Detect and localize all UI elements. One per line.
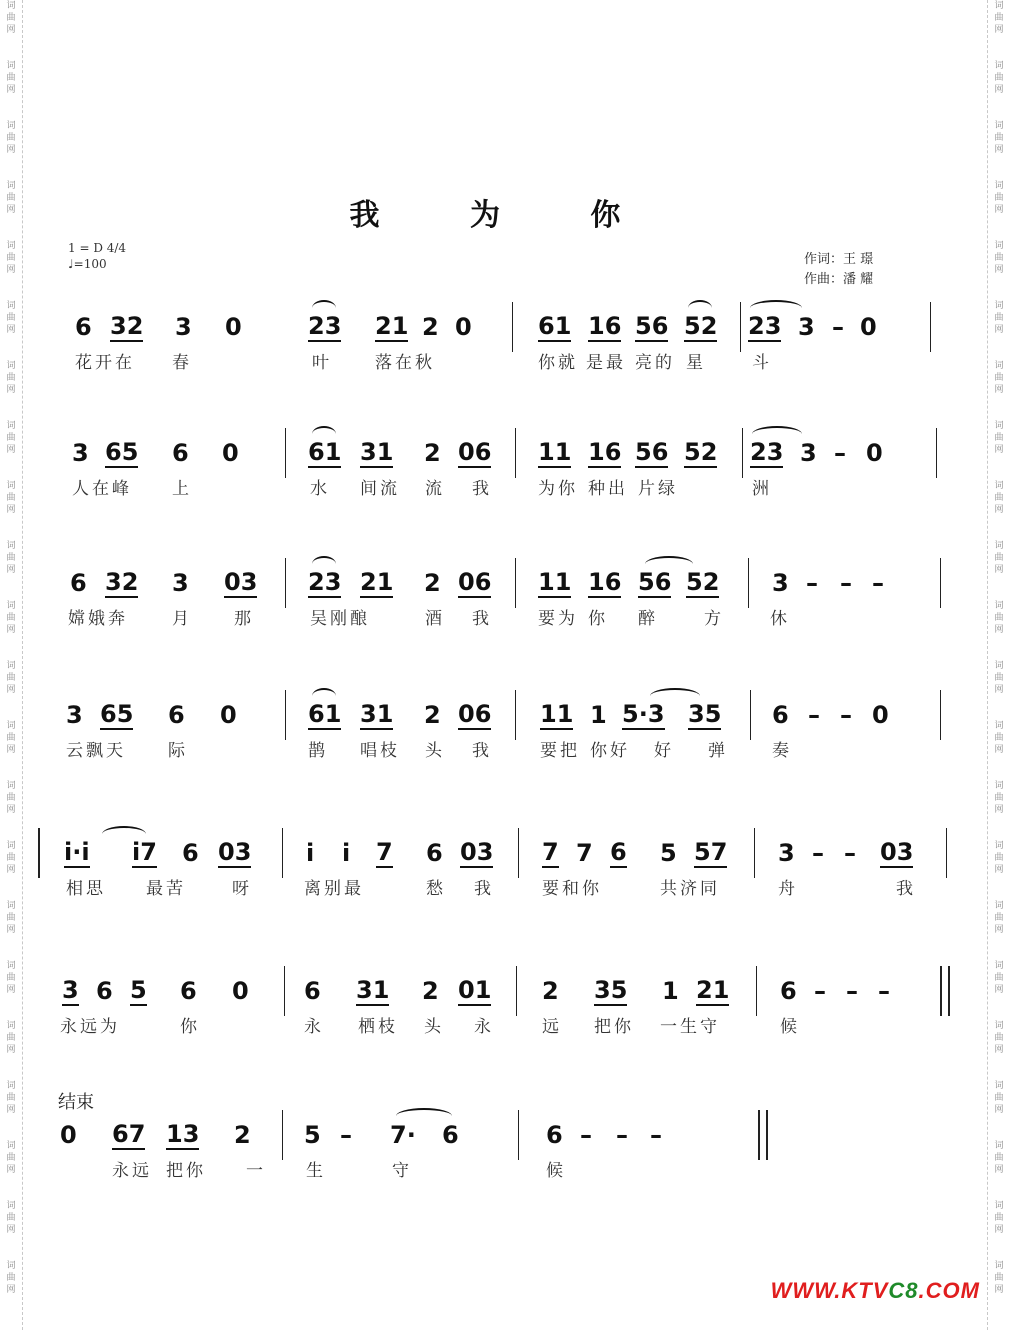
note: 1: [662, 977, 679, 1005]
note: 16: [588, 438, 622, 466]
note: –: [650, 1121, 662, 1149]
lyric: 守: [392, 1161, 412, 1181]
ending-label: 结束: [58, 1092, 94, 1113]
note: –: [878, 977, 890, 1005]
note: 2: [422, 313, 439, 341]
note: 0: [860, 313, 877, 341]
watermark-text: 词 曲 网: [994, 841, 1004, 875]
lyric: 唱枝: [360, 741, 400, 761]
note: 11: [540, 700, 574, 728]
watermark-text: 词 曲 网: [6, 601, 16, 635]
watermark-text: 词 曲 网: [6, 961, 16, 995]
final-barline: [758, 1110, 768, 1160]
lyric: 上: [172, 479, 192, 499]
lyric: 相思: [66, 879, 106, 899]
watermark-text: 词 曲 网: [6, 541, 16, 575]
note: 0: [232, 977, 249, 1005]
note: 7: [542, 838, 559, 866]
watermark-text: 词 曲 网: [994, 1141, 1004, 1175]
note: 6: [75, 313, 92, 341]
watermark-text: 词 曲 网: [994, 721, 1004, 755]
lyric: 鹊: [308, 741, 328, 761]
note: 03: [460, 838, 494, 866]
notes-row: [60, 976, 950, 1012]
note: 3: [72, 439, 89, 467]
watermark-text: 词 曲 网: [6, 1141, 16, 1175]
lyric: 是最: [586, 353, 626, 373]
lyric: 头: [424, 1017, 444, 1037]
song-title: 我 为 你: [349, 198, 661, 233]
tempo-marking: ♩=100: [68, 257, 107, 271]
lyric: 方: [704, 609, 724, 629]
watermark-text: 词 曲 网: [994, 661, 1004, 695]
lyric: 我: [474, 879, 494, 899]
lyrics-row: [60, 874, 950, 904]
lyric: 栖枝: [358, 1017, 398, 1037]
note: 0: [60, 1121, 77, 1149]
lyric: 永: [474, 1017, 494, 1037]
note: 16: [588, 568, 622, 596]
lyric: 片绿: [638, 479, 678, 499]
note: 6: [772, 701, 789, 729]
lyric: 间流: [360, 479, 400, 499]
lyric: 生: [306, 1161, 326, 1181]
note: 61: [538, 312, 572, 340]
notes-row: [60, 438, 950, 474]
lyric: 水: [310, 479, 330, 499]
barline: [515, 690, 516, 740]
note: 31: [360, 700, 394, 728]
note: 03: [218, 838, 252, 866]
barline: [518, 828, 519, 878]
barline: [284, 966, 285, 1016]
note: 3: [778, 839, 795, 867]
watermark-text: 词 曲 网: [6, 1201, 16, 1235]
lyric: 愁: [426, 879, 446, 899]
lyric: 弹: [708, 741, 728, 761]
note: 6: [304, 977, 321, 1005]
note: 23: [308, 312, 342, 340]
lyric: 月: [172, 609, 192, 629]
notes-row: [60, 1120, 950, 1156]
note: 52: [684, 438, 718, 466]
barline: [940, 558, 941, 608]
note: 67: [112, 1120, 146, 1148]
lyric: 酒: [425, 609, 445, 629]
lyric: 人在峰: [72, 479, 132, 499]
barline: [515, 428, 516, 478]
watermark-text: 词 曲 网: [6, 61, 16, 95]
watermark-text: 词 曲 网: [994, 121, 1004, 155]
watermark-text: 词 曲 网: [994, 181, 1004, 215]
note: 6: [442, 1121, 459, 1149]
note: 2: [234, 1121, 251, 1149]
note: –: [840, 701, 852, 729]
lyric: 吴刚酿: [310, 609, 370, 629]
note: –: [834, 439, 846, 467]
lyric: 云飘天: [66, 741, 126, 761]
lyric: 好: [654, 741, 674, 761]
note: 2: [424, 701, 441, 729]
note: –: [814, 977, 826, 1005]
note: 23: [308, 568, 342, 596]
watermark-text: 词 曲 网: [6, 241, 16, 275]
note: –: [840, 569, 852, 597]
note: 06: [458, 438, 492, 466]
watermark-text: 词 曲 网: [6, 421, 16, 455]
watermark-text: 词 曲 网: [6, 841, 16, 875]
watermark-text: 词 曲 网: [6, 301, 16, 335]
lyrics-row: [60, 736, 950, 766]
lyrics-row: [60, 348, 950, 378]
note: –: [616, 1121, 628, 1149]
lyric: 候: [546, 1161, 566, 1181]
barline: [936, 428, 937, 478]
site-url[interactable]: [771, 1278, 980, 1304]
watermark-text: 词 曲 网: [994, 421, 1004, 455]
note: 3: [798, 313, 815, 341]
watermark-text: 词 曲 网: [994, 1201, 1004, 1235]
watermark-text: 词 曲 网: [6, 901, 16, 935]
note: 3: [62, 976, 79, 1004]
note: 6: [426, 839, 443, 867]
notes-row: [60, 568, 950, 604]
lyric: 要把: [540, 741, 580, 761]
note: 3: [800, 439, 817, 467]
note: 35: [594, 976, 628, 1004]
barline: [285, 690, 286, 740]
watermark-text: 词 曲 网: [6, 361, 16, 395]
lyric: 我: [472, 609, 492, 629]
note: 5: [130, 976, 147, 1004]
lyric: 你: [180, 1017, 200, 1037]
watermark-text: 词 曲 网: [994, 301, 1004, 335]
note: 13: [166, 1120, 200, 1148]
lyric: 醉: [638, 609, 658, 629]
lyric: 洲: [752, 479, 772, 499]
note: 21: [375, 312, 409, 340]
repeat-start-barline: [38, 828, 48, 878]
watermark-text: 词 曲 网: [6, 181, 16, 215]
barline: [516, 966, 517, 1016]
lyric: 你就: [538, 353, 578, 373]
watermark-text: 词 曲 网: [994, 1081, 1004, 1115]
lyric: 嫦娥奔: [68, 609, 128, 629]
watermark-text: 词 曲 网: [994, 541, 1004, 575]
lyric: 永远: [112, 1161, 152, 1181]
note: 6: [168, 701, 185, 729]
site-url-part: WWW.KTV: [770, 1278, 889, 1303]
watermark-text: 词 曲 网: [6, 481, 16, 515]
note: 32: [110, 312, 144, 340]
watermark-text: 词 曲 网: [994, 1, 1004, 35]
lyric: 永: [304, 1017, 324, 1037]
note: 0: [872, 701, 889, 729]
watermark-text: 词 曲 网: [6, 1261, 16, 1295]
barline: [940, 690, 941, 740]
note: 01: [458, 976, 492, 1004]
notes-row: [60, 838, 950, 874]
note: 5: [660, 839, 677, 867]
note: 35: [688, 700, 722, 728]
barline: [750, 690, 751, 740]
note: 32: [105, 568, 139, 596]
note: 1: [590, 701, 607, 729]
barline: [515, 558, 516, 608]
note: 06: [458, 568, 492, 596]
note: 21: [696, 976, 730, 1004]
note: 3: [66, 701, 83, 729]
lyric: 亮的: [635, 353, 675, 373]
note: 2: [424, 569, 441, 597]
note: 3: [172, 569, 189, 597]
note: 0: [866, 439, 883, 467]
barline: [946, 828, 947, 878]
note: 57: [694, 838, 728, 866]
note: –: [340, 1121, 352, 1149]
watermark-text: 词 曲 网: [994, 361, 1004, 395]
watermark-text: 词 曲 网: [994, 781, 1004, 815]
note: 7: [576, 839, 593, 867]
note: 23: [748, 312, 782, 340]
watermark-text: 词 曲 网: [994, 1261, 1004, 1295]
site-url-part: C8: [888, 1278, 919, 1303]
composer-credit: 作曲：潘 耀: [804, 272, 874, 287]
note: 03: [224, 568, 258, 596]
note: 6: [546, 1121, 563, 1149]
watermark-text: 词 曲 网: [994, 481, 1004, 515]
lyric: 落在秋: [375, 353, 435, 373]
watermark-text: 词 曲 网: [6, 721, 16, 755]
note: 65: [100, 700, 134, 728]
note: 0: [225, 313, 242, 341]
lyric: 要为: [538, 609, 578, 629]
lyric: 呀: [232, 879, 252, 899]
note: 6: [182, 839, 199, 867]
note: 6: [610, 838, 627, 866]
watermark-text: 词 曲 网: [994, 901, 1004, 935]
lyric: 离别最: [304, 879, 364, 899]
note: 56: [635, 438, 669, 466]
lyric: 我: [472, 741, 492, 761]
note: 2: [542, 977, 559, 1005]
note: –: [806, 569, 818, 597]
lyric: 叶: [312, 353, 332, 373]
watermark-text: 词 曲 网: [6, 1081, 16, 1115]
lyric: 要和你: [542, 879, 602, 899]
watermark-text: 词 曲 网: [6, 121, 16, 155]
lyric: 共济同: [660, 879, 720, 899]
note: 31: [360, 438, 394, 466]
note: 0: [455, 313, 472, 341]
lyric: 种出: [588, 479, 628, 499]
watermark-text: 词 曲 网: [994, 601, 1004, 635]
lyric: 我: [896, 879, 916, 899]
note: 61: [308, 438, 342, 466]
note: 16: [588, 312, 622, 340]
key-signature: [68, 240, 126, 272]
lyrics-row: [60, 1012, 950, 1042]
note: –: [872, 569, 884, 597]
barline: [512, 302, 513, 352]
note: 3: [175, 313, 192, 341]
watermark-text: 词 曲 网: [6, 1021, 16, 1055]
note: 6: [96, 977, 113, 1005]
lyric: 际: [168, 741, 188, 761]
note: 7: [376, 838, 393, 866]
note: 0: [220, 701, 237, 729]
barline: [282, 1110, 283, 1160]
lyric: 流: [425, 479, 445, 499]
note: 06: [458, 700, 492, 728]
watermark-text: 词 曲 网: [6, 661, 16, 695]
lyric: 那: [234, 609, 254, 629]
lyric: 把你: [166, 1161, 206, 1181]
barline: [748, 558, 749, 608]
key-and-meter: 1 = D 4/4: [68, 241, 127, 255]
lyricist-credit: 作词：王 璟: [804, 252, 874, 267]
lyric: 候: [780, 1017, 800, 1037]
note: 7·: [390, 1121, 416, 1149]
note: 6: [70, 569, 87, 597]
note: 61: [308, 700, 342, 728]
watermark-text: 词 曲 网: [994, 241, 1004, 275]
note: –: [832, 313, 844, 341]
barline: [282, 828, 283, 878]
note: i: [342, 839, 351, 867]
note: –: [846, 977, 858, 1005]
watermark-text: 词 曲 网: [994, 61, 1004, 95]
lyrics-row: [60, 1156, 950, 1186]
lyric: 为你: [538, 479, 578, 499]
note: 52: [684, 312, 718, 340]
note: 03: [880, 838, 914, 866]
lyric: 把你: [594, 1017, 634, 1037]
barline: [930, 302, 931, 352]
note: 5: [304, 1121, 321, 1149]
barline: [740, 302, 741, 352]
watermark-text: 词 曲 网: [6, 1, 16, 35]
notes-row: [60, 700, 950, 736]
watermark-text: 词 曲 网: [994, 1021, 1004, 1055]
note: –: [844, 839, 856, 867]
lyric: 头: [425, 741, 445, 761]
note: 21: [360, 568, 394, 596]
repeat-end-barline: [940, 966, 950, 1016]
lyrics-row: [60, 604, 950, 634]
lyric: 永远为: [60, 1017, 120, 1037]
note: 6: [180, 977, 197, 1005]
note: 31: [356, 976, 390, 1004]
barline: [742, 428, 743, 478]
notes-row: [60, 312, 950, 348]
note: 11: [538, 568, 572, 596]
note: 11: [538, 438, 572, 466]
note: 0: [222, 439, 239, 467]
barline: [285, 558, 286, 608]
barline: [754, 828, 755, 878]
lyric: 一: [246, 1161, 266, 1181]
lyric: 最苦: [146, 879, 186, 899]
watermark-text: 词 曲 网: [994, 961, 1004, 995]
note: 6: [780, 977, 797, 1005]
lyric: 春: [172, 353, 192, 373]
watermark-text: 词 曲 网: [6, 781, 16, 815]
barline: [756, 966, 757, 1016]
note: 6: [172, 439, 189, 467]
note: 56: [638, 568, 672, 596]
note: 3: [772, 569, 789, 597]
lyrics-row: [60, 474, 950, 504]
lyric: 舟: [778, 879, 798, 899]
lyric: 花开在: [75, 353, 135, 373]
lyric: 你好: [590, 741, 630, 761]
note: 5·3: [622, 700, 665, 728]
site-url-part: .COM: [918, 1278, 980, 1303]
note: i·i: [64, 838, 90, 866]
note: i: [306, 839, 315, 867]
note: 2: [424, 439, 441, 467]
lyric: 斗: [752, 353, 772, 373]
note: –: [812, 839, 824, 867]
note: 52: [686, 568, 720, 596]
note: 65: [105, 438, 139, 466]
lyric: 你: [588, 609, 608, 629]
note: i7: [132, 838, 157, 866]
lyric: 休: [770, 609, 790, 629]
note: –: [808, 701, 820, 729]
barline: [518, 1110, 519, 1160]
lyric: 星: [686, 353, 706, 373]
note: 56: [635, 312, 669, 340]
lyric: 我: [472, 479, 492, 499]
barline: [285, 428, 286, 478]
credits: [804, 250, 873, 290]
note: 23: [750, 438, 784, 466]
lyric: 一生守: [660, 1017, 720, 1037]
note: –: [580, 1121, 592, 1149]
lyric: 奏: [772, 741, 792, 761]
note: 2: [422, 977, 439, 1005]
lyric: 远: [542, 1017, 562, 1037]
